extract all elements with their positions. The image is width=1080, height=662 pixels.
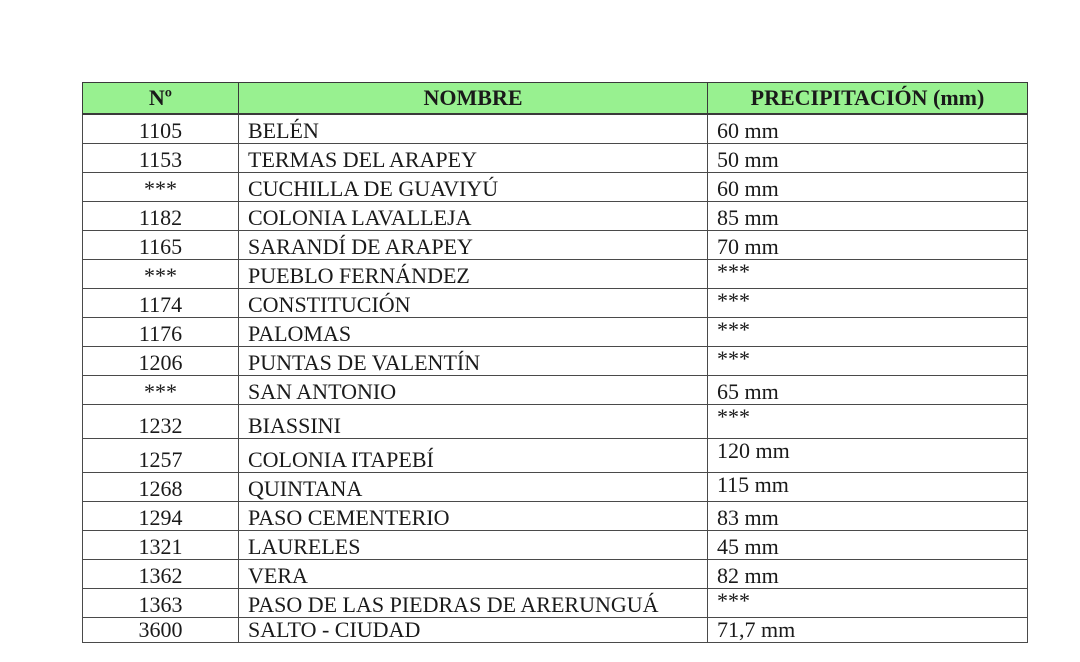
precipitation-table-container <box>82 82 1027 643</box>
table-row <box>83 173 1028 202</box>
row-precipitation: 70 mm <box>708 231 1028 260</box>
row-name: PASO CEMENTERIO <box>239 502 708 531</box>
row-precipitation: 71,7 mm <box>708 618 1028 643</box>
row-precipitation: 65 mm <box>708 376 1028 405</box>
row-name: SARANDÍ DE ARAPEY <box>239 231 708 260</box>
table-row <box>83 260 1028 289</box>
row-number: *** <box>83 260 239 289</box>
row-precipitation: *** <box>708 318 1028 347</box>
row-name: LAURELES <box>239 531 708 560</box>
row-precipitation: 115 mm <box>708 473 1028 502</box>
row-name: PALOMAS <box>239 318 708 347</box>
table-row <box>83 202 1028 231</box>
row-precipitation: *** <box>708 260 1028 289</box>
row-number: 1321 <box>83 531 239 560</box>
row-name: CONSTITUCIÓN <box>239 289 708 318</box>
row-name: COLONIA LAVALLEJA <box>239 202 708 231</box>
row-precipitation: 85 mm <box>708 202 1028 231</box>
row-precipitation: 45 mm <box>708 531 1028 560</box>
header-name: NOMBRE <box>239 83 708 115</box>
table-row <box>83 114 1028 144</box>
table-row <box>83 618 1028 643</box>
table-row <box>83 560 1028 589</box>
row-name: PASO DE LAS PIEDRAS DE ARERUNGUÁ <box>239 589 708 618</box>
row-number: 1176 <box>83 318 239 347</box>
row-name: BELÉN <box>239 114 708 144</box>
row-number: 1182 <box>83 202 239 231</box>
row-number: 1206 <box>83 347 239 376</box>
row-name: PUEBLO FERNÁNDEZ <box>239 260 708 289</box>
row-precipitation: *** <box>708 405 1028 439</box>
table-row <box>83 531 1028 560</box>
row-name: SALTO - CIUDAD <box>239 618 708 643</box>
row-name: BIASSINI <box>239 405 708 439</box>
row-precipitation: *** <box>708 347 1028 376</box>
row-precipitation: 83 mm <box>708 502 1028 531</box>
header-precipitation: PRECIPITACIÓN (mm) <box>708 83 1028 115</box>
row-number: 1232 <box>83 405 239 439</box>
row-name: COLONIA ITAPEBÍ <box>239 439 708 473</box>
row-precipitation: *** <box>708 589 1028 618</box>
row-precipitation: 50 mm <box>708 144 1028 173</box>
row-name: PUNTAS DE VALENTÍN <box>239 347 708 376</box>
row-name: CUCHILLA DE GUAVIYÚ <box>239 173 708 202</box>
table-row <box>83 318 1028 347</box>
row-precipitation: 82 mm <box>708 560 1028 589</box>
row-name: VERA <box>239 560 708 589</box>
row-number: 1363 <box>83 589 239 618</box>
precipitation-table <box>82 82 1028 643</box>
row-precipitation: 120 mm <box>708 439 1028 473</box>
row-number: *** <box>83 173 239 202</box>
row-precipitation: 60 mm <box>708 114 1028 144</box>
table-row <box>83 231 1028 260</box>
table-row <box>83 144 1028 173</box>
row-number: 3600 <box>83 618 239 643</box>
row-number: 1105 <box>83 114 239 144</box>
table-row <box>83 589 1028 618</box>
table-row <box>83 405 1028 439</box>
table-row <box>83 289 1028 318</box>
row-name: QUINTANA <box>239 473 708 502</box>
header-number: Nº <box>83 83 239 115</box>
row-precipitation: 60 mm <box>708 173 1028 202</box>
row-number: 1268 <box>83 473 239 502</box>
table-row <box>83 347 1028 376</box>
row-name: SAN ANTONIO <box>239 376 708 405</box>
row-number: 1362 <box>83 560 239 589</box>
row-number: 1165 <box>83 231 239 260</box>
table-header-row <box>83 83 1028 115</box>
row-number: 1153 <box>83 144 239 173</box>
row-number: 1294 <box>83 502 239 531</box>
table-row <box>83 473 1028 502</box>
row-precipitation: *** <box>708 289 1028 318</box>
table-row <box>83 502 1028 531</box>
row-number: 1174 <box>83 289 239 318</box>
row-number: 1257 <box>83 439 239 473</box>
row-number: *** <box>83 376 239 405</box>
row-name: TERMAS DEL ARAPEY <box>239 144 708 173</box>
table-row <box>83 376 1028 405</box>
table-row <box>83 439 1028 473</box>
